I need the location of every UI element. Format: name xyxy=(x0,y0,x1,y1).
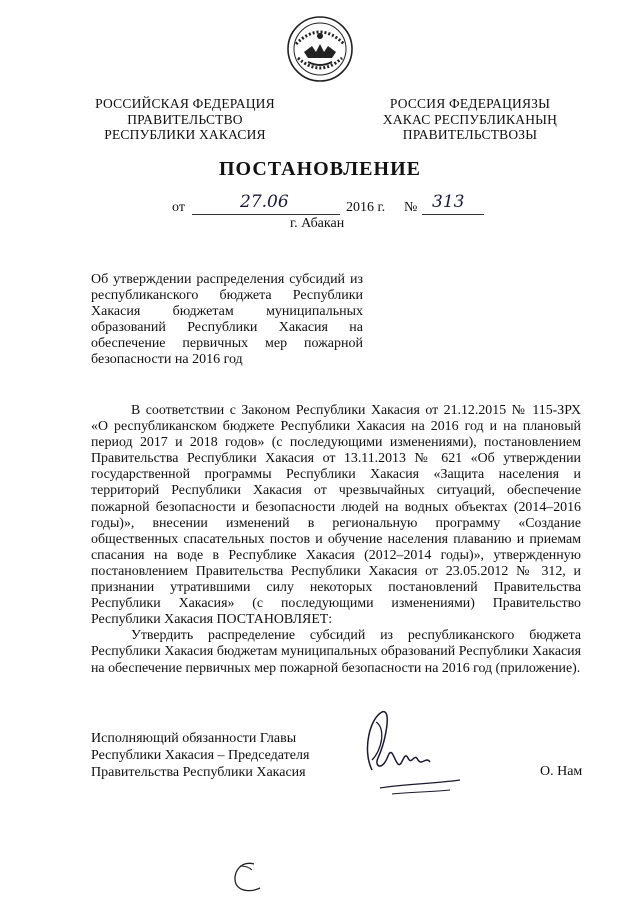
date-from-label: от xyxy=(172,200,185,215)
position-line-3: Правительства Республики Хакасия xyxy=(91,765,306,780)
handwritten-number: 313 xyxy=(432,192,465,212)
signature-position xyxy=(91,730,309,781)
document-body xyxy=(91,403,581,677)
date-underline xyxy=(192,214,340,215)
header-right-line-3: ПРАВИТЕЛЬСТВОЗЫ xyxy=(402,127,538,142)
header-left-line-1: РОССИЙСКАЯ ФЕДЕРАЦИЯ xyxy=(95,96,275,111)
header-khakas xyxy=(370,96,570,143)
header-left-line-3: РЕСПУБЛИКИ ХАКАСИЯ xyxy=(104,127,266,142)
subject-text: Об утверждении распределения субсидий из республиканского бюджета Республики Хакасия бюджетам муниципальных образований Республики Хакасия на обеспечение первичных мер пожарной безопасности на 2016 год xyxy=(91,272,363,367)
signer-name: О. Нам xyxy=(540,764,583,779)
number-label: № xyxy=(404,200,418,215)
number-underline xyxy=(422,214,484,215)
position-line-1: Исполняющий обязанности Главы xyxy=(91,731,297,746)
header-russian xyxy=(80,96,290,143)
body-paragraph-1: В соответствии с Законом Республики Хакасия от 21.12.2015 № 115-ЗРХ «О республиканском бюджете Республики Хакасия на 2016 год и на плановый период 2017 и 2018 годов» (с последующими изменениями), постановлением Правительства Республики Хакасия от 13.11.2013 № 621 «Об утверждении государственной программы Республики Хакасия «Защита населения и территорий Республики Хакасия от чрезвычайных ситуаций, обеспечение пожарной безопасности и безопасности людей на водных объектах (2014–2016 годы)», внесении изменений в региональную программу «Создание общественных спасательных постов и обучение населения плаванию и приемам спасания на воде в Республике Хакасия (2012–2014 годы)», утвержденную постановлением Правительства Республики Хакасия от 23.05.2012 № 312, и признании утратившими силу некоторых постановлений Правительства Республики Хакасия» (с последующими изменениями) Правительство Республики Хакасия ПОСТАНОВЛЯЕТ: xyxy=(91,403,581,628)
city-label: г. Абакан xyxy=(290,216,345,231)
coat-of-arms-icon xyxy=(286,14,354,84)
handwritten-signature-icon xyxy=(352,700,462,804)
date-year: 2016 г. xyxy=(346,200,386,215)
handwritten-mark-icon xyxy=(226,860,266,896)
header-right-line-2: ХАКАС РЕСПУБЛИКАНЫҢ xyxy=(382,111,558,127)
position-line-2: Республики Хакасия – Председателя xyxy=(91,748,310,763)
subject-block xyxy=(91,272,363,368)
header-right-line-1: РОССИЯ ФЕДЕРАЦИЯЗЫ xyxy=(389,96,551,111)
header-left-line-2: ПРАВИТЕЛЬСТВО xyxy=(127,111,243,127)
document-title: ПОСТАНОВЛЕНИЕ xyxy=(219,158,421,180)
body-paragraph-2: Утвердить распределение субсидий из республиканского бюджета Республики Хакасия бюджетам муниципальных образований Республики Хакасия на обеспечение первичных мер пожарной безопасности на 2016 год (приложение). xyxy=(91,628,581,676)
handwritten-date: 27.06 xyxy=(240,192,289,212)
